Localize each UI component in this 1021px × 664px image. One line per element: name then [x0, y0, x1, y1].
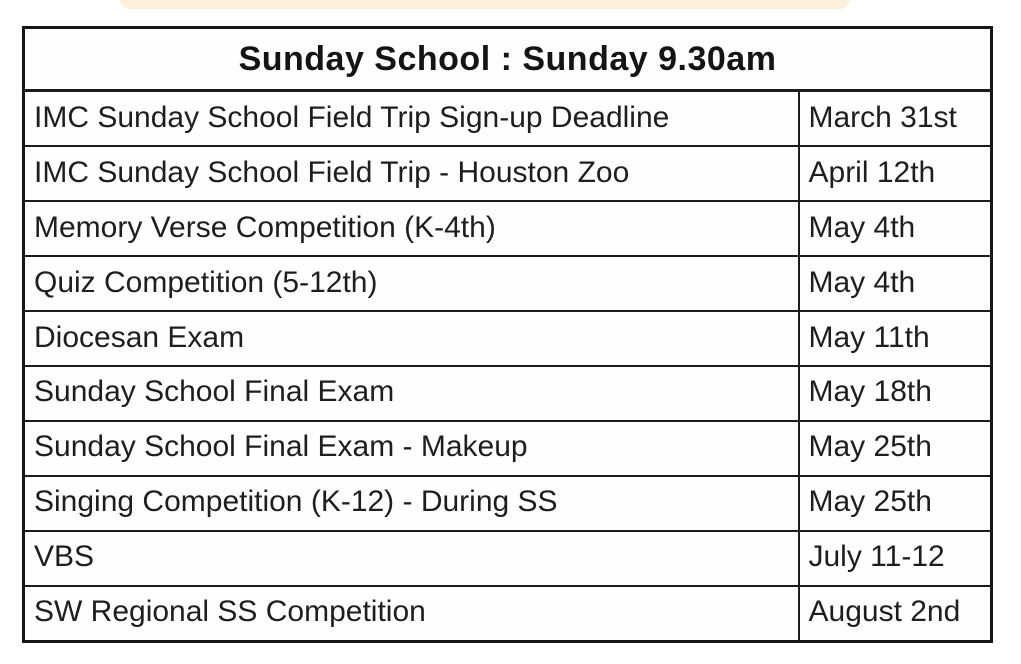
schedule-row	[24, 476, 992, 531]
event-cell: Singing Competition (K-12) - During SS	[24, 476, 799, 531]
date-cell: April 12th	[799, 146, 992, 201]
event-cell: VBS	[24, 531, 799, 586]
event-cell: Quiz Competition (5-12th)	[24, 256, 799, 311]
event-cell: IMC Sunday School Field Trip Sign-up Deadline	[24, 91, 799, 147]
date-cell: July 11-12	[799, 531, 992, 586]
highlight-banner	[120, 0, 850, 9]
date-cell: May 25th	[799, 421, 992, 476]
schedule-row	[24, 201, 992, 256]
sunday-school-schedule-table	[22, 26, 993, 643]
event-cell: Sunday School Final Exam - Makeup	[24, 421, 799, 476]
schedule-row	[24, 146, 992, 201]
schedule-row	[24, 366, 992, 421]
date-cell: May 11th	[799, 311, 992, 366]
date-cell: August 2nd	[799, 586, 992, 642]
schedule-row	[24, 256, 992, 311]
schedule-row	[24, 311, 992, 366]
schedule-row	[24, 531, 992, 586]
date-cell: March 31st	[799, 91, 992, 147]
event-cell: Memory Verse Competition (K-4th)	[24, 201, 799, 256]
event-cell: Diocesan Exam	[24, 311, 799, 366]
date-cell: May 18th	[799, 366, 992, 421]
event-cell: IMC Sunday School Field Trip - Houston Zoo	[24, 146, 799, 201]
schedule-row	[24, 421, 992, 476]
date-cell: May 25th	[799, 476, 992, 531]
event-cell: SW Regional SS Competition	[24, 586, 799, 642]
schedule-rows	[24, 91, 992, 642]
schedule-row	[24, 91, 992, 147]
event-cell: Sunday School Final Exam	[24, 366, 799, 421]
date-cell: May 4th	[799, 256, 992, 311]
table-header-row	[24, 28, 992, 91]
schedule-row	[24, 586, 992, 642]
date-cell: May 4th	[799, 201, 992, 256]
table-title: Sunday School : Sunday 9.30am	[24, 28, 992, 91]
